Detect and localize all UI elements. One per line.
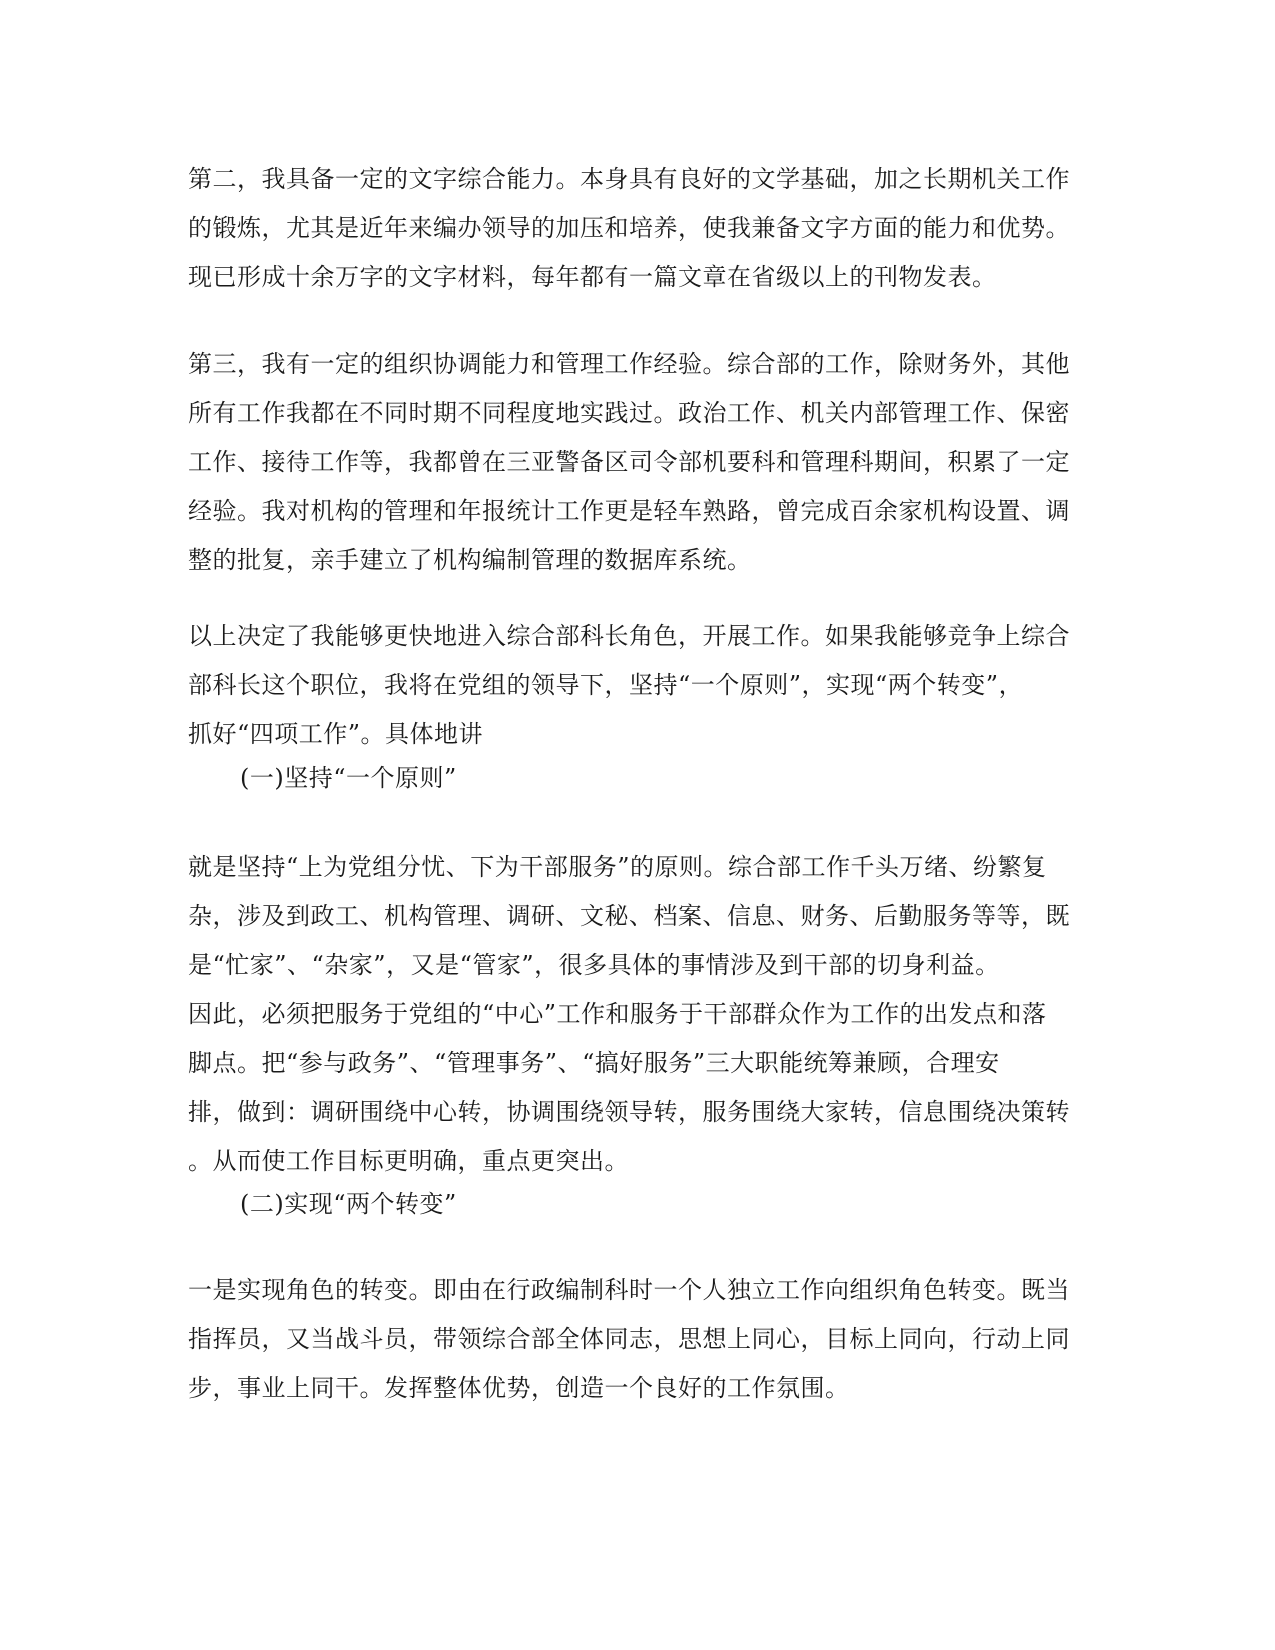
paragraph-principle-detail (188, 843, 1088, 1186)
text-line: 现已形成十余万字的文字材料，每年都有一篇文章在省级以上的刊物发表。 (188, 263, 997, 291)
text-line: 部科长这个职位，我将在党组的领导下，坚持“一个原则”，实现“两个转变”， (188, 671, 1024, 699)
text-line: 的锻炼，尤其是近年来编办领导的加压和培养，使我兼备文字方面的能力和优势。 (188, 214, 1070, 242)
paragraph-summary (188, 612, 1088, 759)
section-heading-two-transformations: (二)实现“两个转变” (240, 1190, 457, 1218)
text-line: 整的批复，亲手建立了机构编制管理的数据库系统。 (188, 546, 752, 574)
text-line: 就是坚持“上为党组分忧、下为干部服务”的原则。综合部工作千头万绪、纷繁复 (188, 853, 1047, 881)
text-line: 排，做到：调研围绕中心转，协调围绕领导转，服务围绕大家转，信息围绕决策转 (188, 1098, 1070, 1126)
text-line: 第三，我有一定的组织协调能力和管理工作经验。综合部的工作，除财务外，其他 (188, 350, 1070, 378)
text-line: 是“忙家”、“杂家”，又是“管家”，很多具体的事情涉及到干部的切身利益。 (188, 951, 1000, 979)
text-line: 指挥员，又当战斗员，带领综合部全体同志，思想上同心，目标上同向，行动上同 (188, 1325, 1070, 1353)
text-line: 杂，涉及到政工、机构管理、调研、文秘、档案、信息、财务、后勤服务等等，既 (188, 902, 1070, 930)
text-line: 步，事业上同干。发挥整体优势，创造一个良好的工作氛围。 (188, 1374, 850, 1402)
paragraph-writing-ability (188, 155, 1088, 302)
text-line: 一是实现角色的转变。即由在行政编制科时一个人独立工作向组织角色转变。既当 (188, 1276, 1070, 1304)
text-line: 工作、接待工作等，我都曾在三亚警备区司令部机要科和管理科期间，积累了一定 (188, 448, 1070, 476)
paragraph-role-transformation (188, 1266, 1088, 1413)
section-heading-one-principle: (一)坚持“一个原则” (240, 764, 457, 792)
text-line: 。从而使工作目标更明确，重点更突出。 (188, 1147, 629, 1175)
text-line: 以上决定了我能够更快地进入综合部科长角色，开展工作。如果我能够竞争上综合 (188, 622, 1070, 650)
text-line: 脚点。把“参与政务”、“管理事务”、“搞好服务”三大职能统筹兼顾，合理安 (188, 1049, 1000, 1077)
text-line: 经验。我对机构的管理和年报统计工作更是轻车熟路，曾完成百余家机构设置、调 (188, 497, 1070, 525)
text-line: 第二，我具备一定的文字综合能力。本身具有良好的文学基础，加之长期机关工作 (188, 165, 1070, 193)
text-line: 抓好“四项工作”。具体地讲 (188, 720, 484, 748)
text-line: 所有工作我都在不同时期不同程度地实践过。政治工作、机关内部管理工作、保密 (188, 399, 1070, 427)
text-line: 因此，必须把服务于党组的“中心”工作和服务于干部群众作为工作的出发点和落 (188, 1000, 1047, 1028)
paragraph-management-experience (188, 340, 1088, 585)
